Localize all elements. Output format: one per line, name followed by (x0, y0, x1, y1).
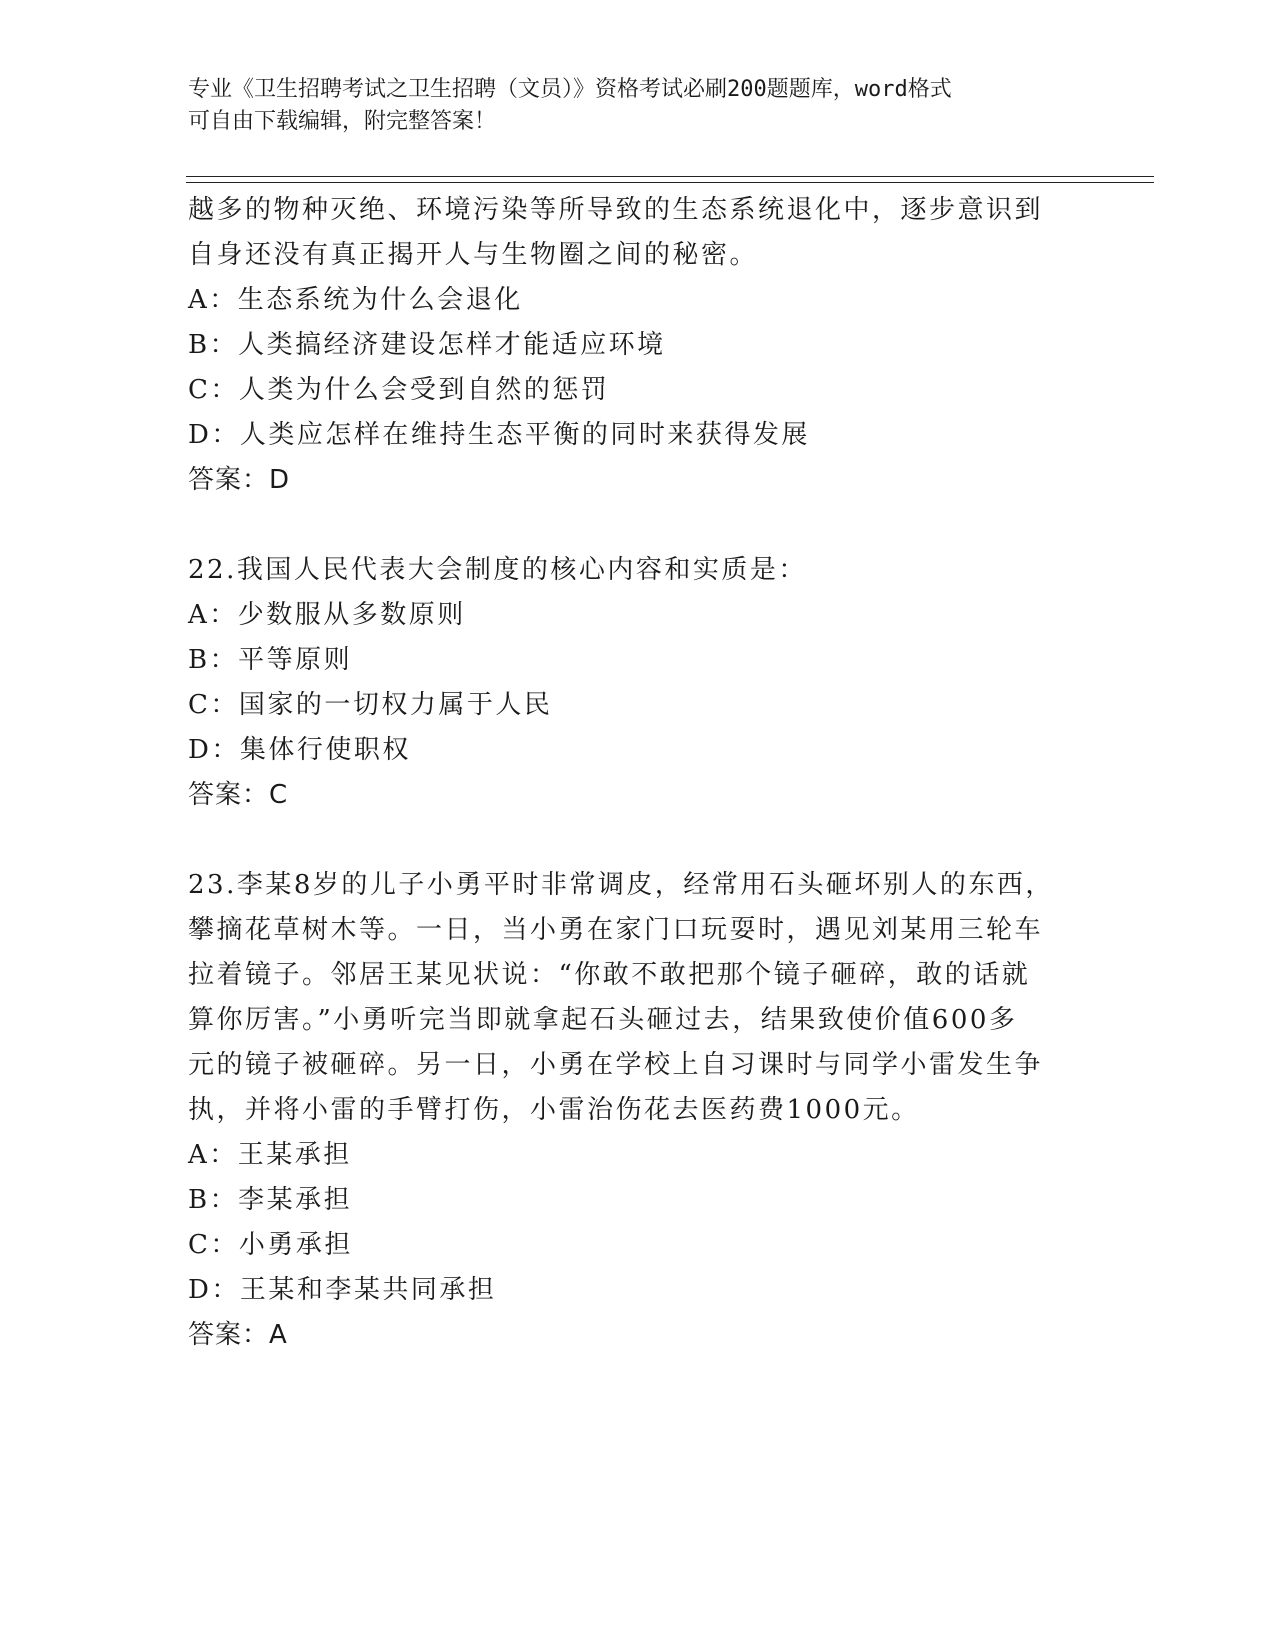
question-stem-line: 算你厉害。”小勇听完当即就拿起石头砸过去，结果致使价值600多 (188, 1005, 1018, 1035)
question-stem-line: 攀摘花草树木等。一日，当小勇在家门口玩耍时，遇见刘某用三轮车 (188, 915, 1044, 945)
page-header (188, 74, 1068, 138)
question-stem-line: 23.李某8岁的儿子小勇平时非常调皮，经常用石头砸坏别人的东西， (188, 870, 1054, 900)
option-d: D：集体行使职权 (188, 735, 411, 765)
option-d: D：王某和李某共同承担 (188, 1275, 497, 1305)
answer-line: 答案：D (188, 465, 291, 495)
question-stem-line: 执，并将小雷的手臂打伤，小雷治伤花去医药费1000元。 (188, 1095, 920, 1125)
question-23 (188, 863, 1068, 1358)
option-a: A：生态系统为什么会退化 (188, 285, 523, 315)
header-rule-bottom (186, 182, 1154, 183)
question-stem-line: 22.我国人民代表大会制度的核心内容和实质是： (188, 555, 807, 585)
answer-line: 答案：C (188, 780, 289, 810)
answer-line: 答案：A (188, 1320, 288, 1350)
option-c: C：人类为什么会受到自然的惩罚 (188, 375, 610, 405)
question-content (188, 188, 1068, 1358)
header-line-1: 专业《卫生招聘考试之卫生招聘（文员）》资格考试必刷200题题库，word格式 (188, 77, 952, 102)
question-stem-line: 元的镜子被砸碎。另一日，小勇在学校上自习课时与同学小雷发生争 (188, 1050, 1044, 1080)
question-stem-line: 越多的物种灭绝、环境污染等所导致的生态系统退化中，逐步意识到 (188, 195, 1044, 225)
question-21 (188, 188, 1068, 503)
option-c: C：小勇承担 (188, 1230, 353, 1260)
option-b: B：李某承担 (188, 1185, 353, 1215)
option-d: D：人类应怎样在维持生态平衡的同时来获得发展 (188, 420, 810, 450)
option-c: C：国家的一切权力属于人民 (188, 690, 553, 720)
question-spacer (188, 503, 1068, 548)
question-spacer (188, 818, 1068, 863)
header-rule-top (186, 176, 1154, 177)
option-a: A：王某承担 (188, 1140, 352, 1170)
question-22 (188, 548, 1068, 818)
question-stem-line: 拉着镜子。邻居王某见状说：“你敢不敢把那个镜子砸碎，敢的话就 (188, 960, 1031, 990)
option-b: B：平等原则 (188, 645, 353, 675)
question-stem-line: 自身还没有真正揭开人与生物圈之间的秘密。 (188, 240, 759, 270)
option-a: A：少数服从多数原则 (188, 600, 466, 630)
option-b: B：人类搞经济建设怎样才能适应环境 (188, 330, 666, 360)
header-line-2: 可自由下载编辑，附完整答案！ (188, 109, 497, 134)
